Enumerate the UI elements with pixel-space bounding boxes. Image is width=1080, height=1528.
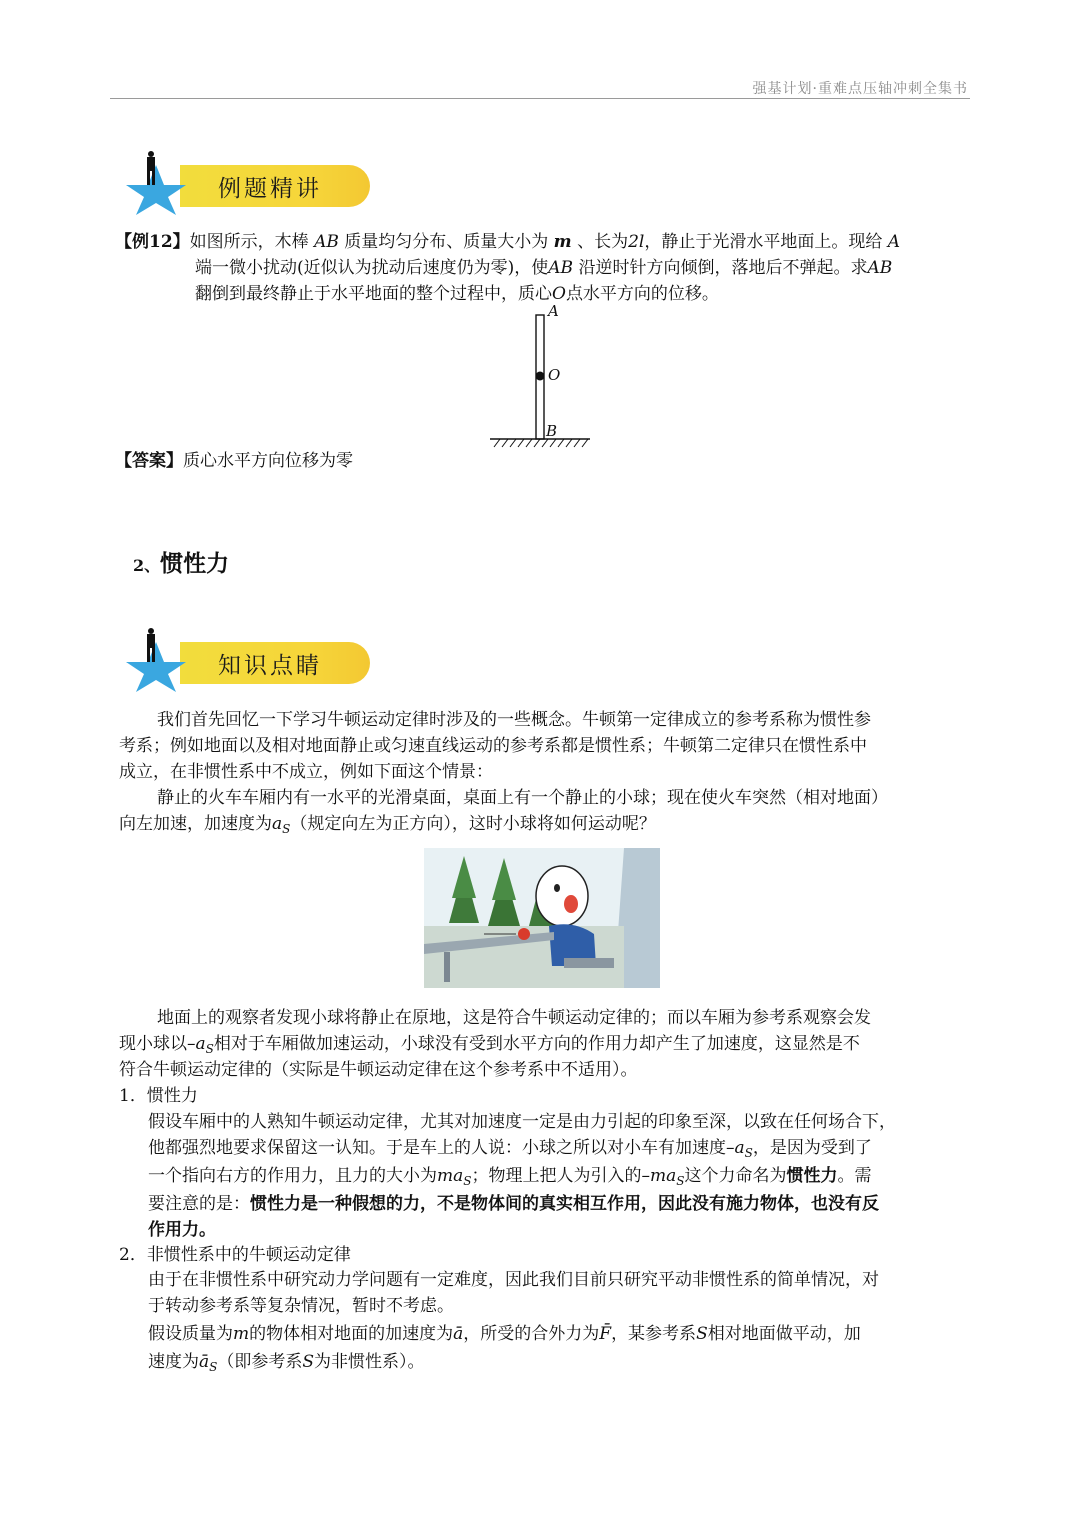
item1-line: 他都强烈地要求保留这一认知。于是车上的人说：小球之所以对小车有加速度$-a_S$，是因为受到了 bbox=[148, 1138, 872, 1160]
item1-line: 要注意的是：惯性力是一种假想的力，不是物体间的真实相互作用，因此没有施力物体，也没有反 bbox=[148, 1194, 879, 1214]
item1-heading: 1．惯性力 bbox=[119, 1086, 198, 1106]
observer-line: 现小球以$-a_S$相对于车厢做加速运动，小球没有受到水平方向的作用力却产生了加速度，这显然是不 bbox=[119, 1034, 860, 1056]
section-title: 惯性力 bbox=[160, 551, 230, 577]
item2-line: 于转动参考系等复杂情况，暂时不考虑。 bbox=[148, 1296, 454, 1316]
star-runner-icon bbox=[120, 620, 210, 695]
item2-line: 由于在非惯性系中研究动力学问题有一定难度，因此我们目前只研究平动非惯性系的简单情况，对 bbox=[148, 1270, 879, 1290]
example-banner-label: 例题精讲 bbox=[218, 176, 322, 202]
example-line-1: 【例12】如图所示，木棒 AB 质量均匀分布、质量大小为 m 、长为2l，静止于光滑水平地面上。现给 A bbox=[115, 232, 901, 252]
answer-line bbox=[115, 449, 353, 474]
observer-line: 地面上的观察者发现小球将静止在原地，这是符合牛顿运动定律的；而以车厢为参考系观察会发 bbox=[157, 1008, 871, 1028]
rod-figure bbox=[480, 300, 600, 450]
intro-line: 考系；例如地面以及相对地面静止或匀速直线运动的参考系都是惯性系；牛顿第二定律只在惯性系中 bbox=[119, 736, 867, 756]
item1-line: 假设车厢中的人熟知牛顿运动定律，尤其对加速度一定是由力引起的印象至深，以致在任何场合下， bbox=[148, 1112, 896, 1132]
intro-line: 向左加速，加速度为$a_S$（规定向左为正方向），这时小球将如何运动呢？ bbox=[119, 814, 656, 836]
intro-line: 静止的火车车厢内有一水平的光滑桌面，桌面上有一个静止的小球；现在使火车突然（相对地面） bbox=[157, 788, 888, 808]
section-heading: 2、惯性力 bbox=[133, 551, 230, 577]
item2-line: 速度为$ā_S$（即参考系S为非惯性系）。 bbox=[148, 1352, 425, 1374]
star-runner-icon bbox=[120, 143, 210, 218]
item2-line: 假设质量为m的物体相对地面的加速度为ā，所受的合外力为F̄，某参考系S相对地面做平动，加 bbox=[148, 1324, 861, 1344]
label-b: B bbox=[546, 422, 558, 440]
train-illustration bbox=[424, 848, 660, 988]
label-a: A bbox=[548, 302, 559, 320]
example-line-2: 端一微小扰动(近似认为扰动后速度仍为零)，使AB 沿逆时针方向倾倒，落地后不弹起。求AB bbox=[195, 258, 893, 278]
knowledge-banner bbox=[120, 620, 370, 690]
label-o: O bbox=[548, 366, 561, 384]
answer-text: 质心水平方向位移为零 bbox=[183, 451, 353, 471]
item1-line: 一个指向右方的作用力，且力的大小为$ma_S$；物理上把人为引入的$-ma_S$这个力命名为惯性力。需 bbox=[148, 1166, 872, 1188]
intro-line: 我们首先回忆一下学习牛顿运动定律时涉及的一些概念。牛顿第一定律成立的参考系称为惯性参 bbox=[157, 710, 871, 730]
intro-line: 成立，在非惯性系中不成立，例如下面这个情景： bbox=[119, 762, 493, 782]
header-divider bbox=[110, 98, 970, 99]
example-banner bbox=[120, 143, 370, 213]
example-line-3: 翻倒到最终静止于水平地面的整个过程中，质心O点水平方向的位移。 bbox=[195, 284, 719, 304]
answer-tag: 【答案】 bbox=[115, 451, 183, 471]
observer-line: 符合牛顿运动定律的（实际是牛顿运动定律在这个参考系中不适用）。 bbox=[119, 1060, 638, 1080]
example-tag: 【例12】 bbox=[115, 232, 190, 252]
series-title: 强基计划·重难点压轴冲刺全集书 bbox=[752, 81, 968, 97]
item1-line: 作用力。 bbox=[148, 1220, 216, 1240]
item2-heading: 2．非惯性系中的牛顿运动定律 bbox=[119, 1245, 351, 1265]
knowledge-banner-label: 知识点睛 bbox=[218, 653, 322, 679]
